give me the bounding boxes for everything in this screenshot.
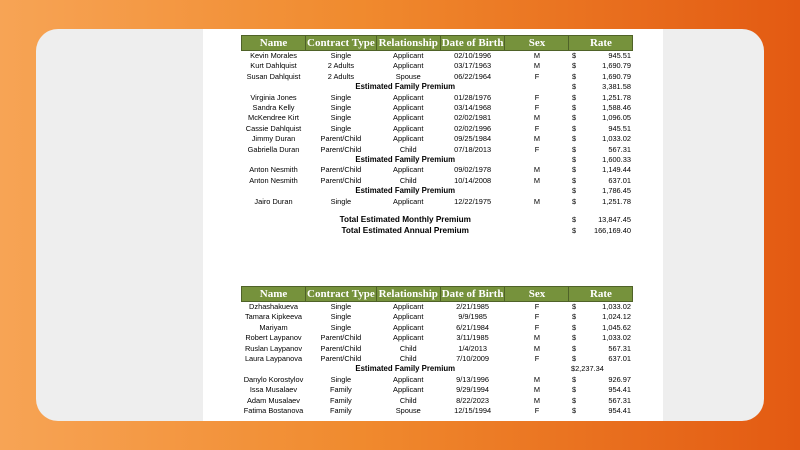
- cell-name: Jairo Duran: [254, 196, 293, 206]
- cell-date-of-birth: 9/9/1985: [458, 312, 487, 322]
- cell-relationship: Spouse: [395, 71, 421, 81]
- header-contract-type: Contract Type: [307, 37, 375, 49]
- cell-name: Adam Musalaev: [247, 395, 300, 405]
- cell-contract-type: Family: [329, 395, 352, 405]
- cell-relationship: Child: [399, 354, 417, 364]
- cell-dollar: $: [571, 92, 577, 102]
- cell-date-of-birth: 12/15/1994: [454, 406, 492, 416]
- cell-rate: 1,690.79: [602, 71, 631, 81]
- subtotal-row: [242, 82, 633, 92]
- subtotal-value: 3,381.58: [602, 82, 631, 92]
- table-row: [242, 375, 633, 385]
- table-row: [242, 145, 633, 155]
- cell-relationship: Applicant: [393, 51, 424, 60]
- header-name: Name: [242, 36, 306, 51]
- cell-contract-type: Parent/Child: [320, 343, 362, 353]
- table-row: [242, 93, 633, 103]
- cell-sex: F: [534, 144, 540, 154]
- cell-sex: M: [533, 374, 541, 384]
- cell-rate: 1,690.79: [602, 61, 631, 71]
- cell-relationship: Applicant: [393, 113, 424, 123]
- cell-contract-type: Single: [330, 322, 352, 332]
- subtotal-value: 1,786.45: [602, 186, 631, 196]
- cell-rate: 945.51: [608, 51, 631, 60]
- cell-relationship: Applicant: [393, 165, 424, 175]
- cell-name: Kevin Morales: [250, 51, 297, 60]
- cell-name: Dzhashakueva: [249, 302, 298, 311]
- header-name: Name: [242, 287, 306, 302]
- cell-contract-type: Family: [329, 406, 352, 416]
- header-relationship: Relationship: [376, 36, 440, 51]
- cell-date-of-birth: 06/22/1964: [454, 71, 492, 81]
- cell-contract-type: Single: [330, 92, 352, 102]
- cell-relationship: Spouse: [395, 406, 421, 416]
- cell-date-of-birth: 03/17/1963: [454, 61, 492, 71]
- header-row: [242, 287, 633, 302]
- subtotal-value: $2,237.34: [570, 364, 604, 374]
- cell-dollar: $: [571, 144, 577, 154]
- cell-rate: 1,024.12: [602, 312, 631, 322]
- cell-name: McKendree Kirt: [248, 113, 299, 123]
- cell-relationship: Applicant: [393, 374, 424, 384]
- total-label: Total Estimated Annual Premium: [341, 225, 469, 235]
- cell-sex: M: [533, 134, 541, 144]
- cell-date-of-birth: 1/4/2013: [458, 343, 487, 353]
- cell-sex: M: [533, 175, 541, 185]
- cell-date-of-birth: 9/29/1994: [456, 385, 490, 395]
- cell-name: Ruslan Laypanov: [244, 343, 303, 353]
- cell-contract-type: Single: [330, 113, 352, 123]
- cell-date-of-birth: 8/22/2023: [456, 395, 490, 405]
- cell-sex: M: [533, 61, 541, 71]
- cell-name: Danylo Korostylov: [243, 374, 304, 384]
- cell-rate: 1,149.44: [602, 165, 631, 175]
- cell-date-of-birth: 09/02/1978: [454, 165, 492, 175]
- cell-name: Mariyam: [259, 322, 288, 332]
- subtotal-label: Estimated Family Premium: [355, 186, 456, 196]
- cell-dollar: $: [571, 395, 577, 405]
- cell-rate: 567.31: [608, 395, 631, 405]
- cell-sex: M: [533, 385, 541, 395]
- cell-date-of-birth: 02/10/1996: [454, 51, 492, 60]
- cell-dollar: $: [571, 385, 577, 395]
- cell-sex: F: [534, 71, 540, 81]
- subtotal-value: 1,600.33: [602, 155, 631, 165]
- screenshot-frame: [36, 29, 764, 421]
- cell-name: Robert Laypanov: [245, 333, 302, 343]
- table-row: [242, 344, 633, 354]
- cell-date-of-birth: 7/10/2009: [456, 354, 490, 364]
- total-value: 166,169.40: [593, 225, 631, 235]
- cell-rate: 1,045.62: [602, 322, 631, 332]
- cell-relationship: Applicant: [393, 134, 424, 144]
- subtotal-label: Estimated Family Premium: [355, 155, 456, 165]
- total-label: Total Estimated Monthly Premium: [339, 215, 471, 225]
- cell-contract-type: Parent/Child: [320, 354, 362, 364]
- cell-relationship: Child: [399, 343, 417, 353]
- header-relationship: Relationship: [376, 287, 440, 302]
- total-value: 13,847.45: [598, 215, 631, 225]
- table-row: [242, 51, 633, 62]
- cell-rate: 1,033.02: [602, 134, 631, 144]
- cell-contract-type: Parent/Child: [320, 165, 362, 175]
- cell-dollar: $: [571, 123, 577, 133]
- table-row: [242, 354, 633, 364]
- cell-sex: F: [534, 103, 540, 113]
- subtotal-dollar: $: [571, 155, 577, 165]
- premium-table-2: [241, 286, 633, 416]
- cell-rate: 1,588.46: [602, 103, 631, 113]
- cell-sex: F: [534, 406, 540, 416]
- cell-contract-type: Parent/Child: [320, 144, 362, 154]
- total-row: [242, 215, 633, 225]
- cell-dollar: $: [571, 103, 577, 113]
- cell-relationship: Child: [399, 175, 417, 185]
- cell-contract-type: 2 Adults: [327, 71, 355, 81]
- cell-sex: M: [533, 395, 541, 405]
- cell-date-of-birth: 2/21/1985: [456, 302, 490, 311]
- cell-name: Laura Laypanova: [244, 354, 303, 364]
- cell-date-of-birth: 02/02/1996: [454, 123, 492, 133]
- cell-sex: F: [534, 92, 540, 102]
- cell-dollar: $: [571, 312, 577, 322]
- cell-relationship: Applicant: [393, 333, 424, 343]
- cell-dollar: $: [571, 71, 577, 81]
- cell-contract-type: Parent/Child: [320, 175, 362, 185]
- cell-contract-type: Single: [330, 312, 352, 322]
- cell-name: Susan Dahlquist: [246, 71, 301, 81]
- cell-relationship: Child: [399, 395, 417, 405]
- total-dollar: $: [571, 215, 577, 225]
- cell-name: Jimmy Duran: [251, 134, 296, 144]
- cell-dollar: $: [571, 165, 577, 175]
- cell-date-of-birth: 01/28/1976: [454, 92, 492, 102]
- cell-dollar: $: [571, 113, 577, 123]
- cell-rate: 954.41: [608, 385, 631, 395]
- cell-date-of-birth: 9/13/1996: [456, 374, 490, 384]
- cell-rate: 954.41: [608, 406, 631, 416]
- cell-rate: 637.01: [608, 175, 631, 185]
- cell-relationship: Applicant: [393, 103, 424, 113]
- table-row: [242, 103, 633, 113]
- cell-sex: M: [533, 343, 541, 353]
- table-row: [242, 176, 633, 186]
- subtotal-row: [242, 155, 633, 165]
- cell-rate: 567.31: [608, 343, 631, 353]
- header-row: [242, 36, 633, 51]
- cell-contract-type: Single: [330, 51, 352, 60]
- cell-relationship: Applicant: [393, 123, 424, 133]
- cell-name: Anton Nesmith: [249, 175, 298, 185]
- cell-rate: 926.97: [608, 374, 631, 384]
- header-date-of-birth: Date of Birth: [441, 288, 504, 300]
- cell-contract-type: Parent/Child: [320, 333, 362, 343]
- cell-sex: M: [533, 333, 541, 343]
- header-sex: Sex: [505, 36, 569, 51]
- table-row: [242, 406, 633, 416]
- cell-dollar: $: [571, 406, 577, 416]
- cell-contract-type: 2 Adults: [327, 61, 355, 71]
- cell-date-of-birth: 02/02/1981: [454, 113, 492, 123]
- cell-sex: F: [534, 354, 540, 364]
- cell-rate: 1,251.78: [602, 196, 631, 206]
- cell-sex: M: [533, 113, 541, 123]
- table-row: [242, 165, 633, 175]
- table-row: [242, 333, 633, 343]
- cell-sex: M: [533, 51, 541, 60]
- cell-relationship: Child: [399, 144, 417, 154]
- cell-name: Fatima Bostanova: [243, 406, 304, 416]
- table-row: [242, 396, 633, 406]
- table-row: [242, 302, 633, 313]
- cell-contract-type: Single: [330, 123, 352, 133]
- header-date-of-birth: Date of Birth: [441, 37, 504, 49]
- cell-sex: F: [534, 312, 540, 322]
- cell-name: Kurt Dahlquist: [250, 61, 297, 71]
- cell-rate: 1,033.02: [602, 333, 631, 343]
- cell-date-of-birth: 12/22/1975: [454, 196, 492, 206]
- header-rate: Rate: [569, 36, 633, 51]
- cell-contract-type: Parent/Child: [320, 134, 362, 144]
- cell-dollar: $: [571, 354, 577, 364]
- premium-table-1: [241, 35, 633, 236]
- cell-name: Virginia Jones: [250, 92, 297, 102]
- cell-relationship: Applicant: [393, 302, 424, 311]
- table-row: [242, 323, 633, 333]
- subtotal-row: [242, 364, 633, 374]
- cell-date-of-birth: 6/21/1984: [456, 322, 490, 332]
- table-row: [242, 134, 633, 144]
- cell-dollar: $: [571, 134, 577, 144]
- cell-rate: 1,096.05: [602, 113, 631, 123]
- cell-dollar: $: [571, 374, 577, 384]
- subtotal-label: Estimated Family Premium: [355, 364, 456, 374]
- cell-dollar: $: [571, 196, 577, 206]
- subtotal-label: Estimated Family Premium: [355, 82, 456, 92]
- cell-sex: M: [533, 196, 541, 206]
- header-contract-type: Contract Type: [307, 288, 375, 300]
- cell-contract-type: Single: [330, 374, 352, 384]
- cell-date-of-birth: 3/11/1985: [456, 333, 489, 343]
- header-sex: Sex: [505, 287, 569, 302]
- cell-relationship: Applicant: [393, 92, 424, 102]
- total-dollar: $: [571, 225, 577, 235]
- cell-date-of-birth: 10/14/2008: [454, 175, 492, 185]
- subtotal-dollar: $: [571, 186, 577, 196]
- cell-name: Tamara Kipkeeva: [244, 312, 303, 322]
- cell-name: Sandra Kelly: [252, 103, 295, 113]
- cell-sex: F: [534, 322, 540, 332]
- cell-dollar: $: [571, 61, 577, 71]
- subtotal-dollar: $: [571, 82, 577, 92]
- header-rate: Rate: [569, 287, 633, 302]
- table-row: [242, 72, 633, 82]
- cell-name: Gabriella Duran: [247, 144, 300, 154]
- cell-dollar: $: [571, 302, 577, 311]
- cell-rate: 567.31: [608, 144, 631, 154]
- cell-dollar: $: [571, 333, 577, 343]
- cell-date-of-birth: 03/14/1968: [454, 103, 492, 113]
- table-row: [242, 124, 633, 134]
- cell-rate: 1,033.02: [602, 302, 631, 311]
- spacer-row: [242, 207, 633, 215]
- cell-name: Anton Nesmith: [249, 165, 298, 175]
- cell-name: Cassie Dahlquist: [245, 123, 302, 133]
- table-row: [242, 312, 633, 322]
- cell-contract-type: Family: [329, 385, 352, 395]
- cell-dollar: $: [571, 51, 577, 60]
- table-row: [242, 113, 633, 123]
- cell-rate: 1,251.78: [602, 92, 631, 102]
- cell-relationship: Applicant: [393, 322, 424, 332]
- cell-rate: 945.51: [608, 123, 631, 133]
- table-row: [242, 385, 633, 395]
- cell-sex: M: [533, 165, 541, 175]
- cell-date-of-birth: 09/25/1984: [454, 134, 492, 144]
- cell-sex: F: [534, 302, 540, 311]
- subtotal-row: [242, 186, 633, 196]
- cell-dollar: $: [571, 343, 577, 353]
- cell-date-of-birth: 07/18/2013: [454, 144, 492, 154]
- cell-name: Issa Musalaev: [249, 385, 298, 395]
- cell-contract-type: Single: [330, 196, 352, 206]
- cell-relationship: Applicant: [393, 61, 424, 71]
- cell-sex: F: [534, 123, 540, 133]
- table-row: [242, 61, 633, 71]
- cell-relationship: Applicant: [393, 312, 424, 322]
- cell-contract-type: Single: [330, 103, 352, 113]
- table-row: [242, 197, 633, 207]
- total-row: [242, 226, 633, 236]
- cell-dollar: $: [571, 322, 577, 332]
- cell-relationship: Applicant: [393, 385, 424, 395]
- cell-contract-type: Single: [330, 302, 352, 311]
- spacer-cell: [242, 207, 633, 215]
- spreadsheet-page: [203, 29, 663, 421]
- cell-dollar: $: [571, 175, 577, 185]
- cell-relationship: Applicant: [393, 196, 424, 206]
- cell-rate: 637.01: [608, 354, 631, 364]
